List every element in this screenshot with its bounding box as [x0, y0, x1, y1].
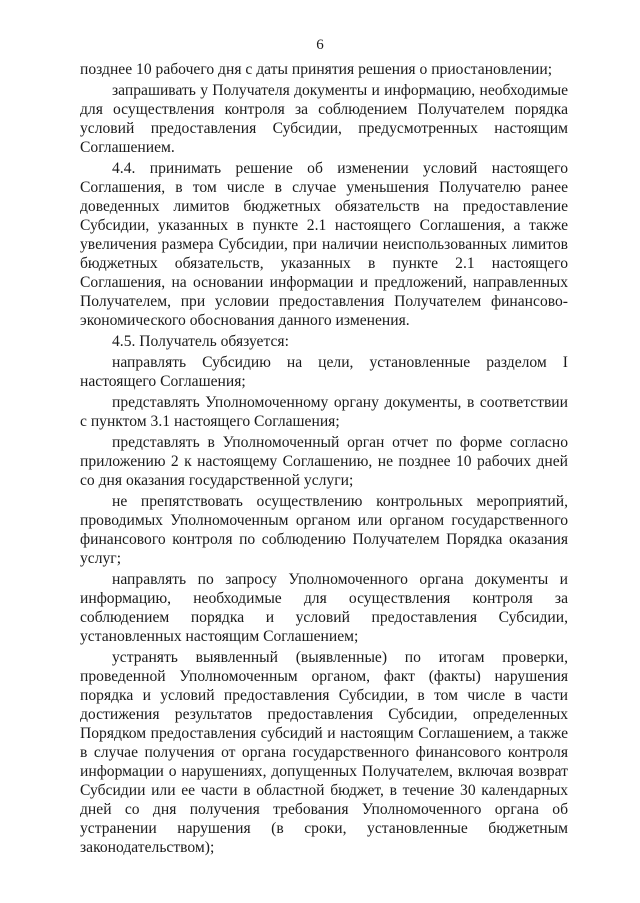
paragraph-no-obstruction: не препятствовать осуществлению контрольных мероприятий, проводимых Уполномоченным органом или органом государственного финансового контроля по соблюдению Получателем Порядка оказания услуг;	[80, 493, 568, 567]
paragraph-suspension-deadline: позднее 10 рабочего дня с даты принятия решения о приостановлении;	[80, 61, 553, 78]
paragraph-clause-4-4: 4.4. принимать решение об изменении условий настоящего Соглашения, в том числе в случае уменьшения Получателю ранее доведенных лимитов бюджетных обязательств на предоставление Субсидии, указанных в пункте 2.1 настоящего Соглашения, а также увеличения размера Субсидии, при наличии неиспользованных лимитов бюджетных обязательств, указанных в пункте 2.1 настоящего Соглашения, на основании информации и предложений, направленных Получателем, при условии предоставления Получателем финансово-экономического обоснования данного изменения.	[80, 160, 568, 329]
document-body	[80, 60, 568, 859]
paragraph-send-on-request: направлять по запросу Уполномоченного органа документы и информацию, необходимые для осуществления контроля за соблюдением порядка и условий предоставления Субсидии, установленных настоящим Соглашением;	[80, 571, 568, 645]
paragraph-eliminate-violations: устранять выявленный (выявленные) по итогам проверки, проведенной Уполномоченным органом, факт (факты) нарушения порядка и условий предоставления Субсидии, в том числе в части достижения результатов предоставления Субсидии, определенных Порядком предоставления субсидий и настоящим Соглашением, а также в случае получения от органа государственного финансового контроля информации о нарушениях, допущенных Получателем, включая возврат Субсидии или ее части в областной бюджет, в течение 30 календарных дней со дня получения требования Уполномоченного органа об устранении нарушения (в сроки, установленные бюджетным законодательством);	[80, 649, 568, 856]
paragraph-request-documents: запрашивать у Получателя документы и информацию, необходимые для осуществления контроля за соблюдением Получателем порядка условий предоставления Субсидии, предусмотренных настоящим Соглашением.	[80, 82, 568, 156]
page-number: 6	[316, 37, 324, 53]
paragraph-direct-subsidy: направлять Субсидию на цели, установленные разделом I настоящего Соглашения;	[80, 354, 568, 390]
paragraph-clause-4-5-heading: 4.5. Получатель обязуется:	[112, 333, 289, 350]
paragraph-submit-documents: представлять Уполномоченному органу документы, в соответствии с пунктом 3.1 настоящего Соглашения;	[80, 394, 568, 430]
paragraph-submit-report: представлять в Уполномоченный орган отчет по форме согласно приложению 2 к настоящему Соглашению, не позднее 10 рабочих дней со дня оказания государственной услуги;	[80, 434, 568, 489]
